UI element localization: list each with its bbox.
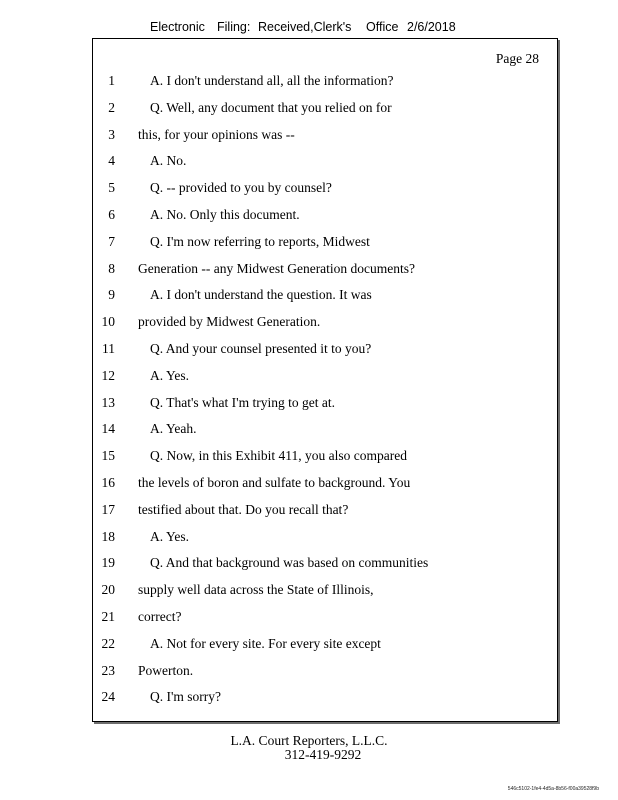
line-text: Q. Well, any document that you relied on for [150,99,392,115]
stamp-word-filing: Filing: [217,20,251,34]
transcript-line [93,314,557,334]
line-text: Q. Now, in this Exhibit 411, you also compared [150,448,407,464]
transcript-line [93,475,557,495]
transcript-line [93,502,557,522]
line-number: 15 [101,448,115,464]
transcript-line [93,127,557,147]
transcript-line [93,689,557,709]
transcript-page [92,38,558,722]
transcript-line [93,663,557,683]
transcript-line [93,529,557,549]
transcript-line [93,73,557,93]
footer-phone: 312-419-9292 [284,747,362,762]
line-text: Q. And your counsel presented it to you? [150,341,372,356]
line-number: 3 [108,126,115,142]
line-text: Q. That's what I'm trying to get at. [150,394,335,410]
line-number: 11 [102,341,115,356]
transcript-line [93,341,557,361]
line-text: Q. I'm sorry? [150,689,222,705]
line-number: 6 [108,207,115,222]
line-text: A. Yes. [150,528,190,544]
line-number: 23 [101,662,115,678]
line-text: A. Not for every site. For every site except [150,635,381,651]
stamp-word-electronic: Electronic [150,20,205,34]
page-number: Page 28 [495,51,539,66]
stamp-word-office: Office [366,20,399,34]
electronic-filing-stamp [0,20,618,38]
line-number: 20 [101,582,115,598]
transcript-line [93,609,557,629]
line-number: 14 [101,421,115,437]
line-text: Q. I'm now referring to reports, Midwest [150,233,370,249]
footer-company: L.A. Court Reporters, L.L.C. [230,733,388,748]
line-text: A. I don't understand the question. It was [150,287,372,303]
line-text: the levels of boron and sulfate to background. You [138,475,411,490]
line-number: 4 [108,153,115,169]
line-number: 24 [101,689,115,705]
line-number: 12 [101,367,115,383]
transcript-line [93,582,557,602]
transcript-line [93,448,557,468]
transcript-line [93,395,557,415]
line-text: correct? [138,609,182,624]
line-number: 19 [101,555,115,571]
line-text: Powerton. [138,662,194,678]
line-text: provided by Midwest Generation. [138,314,321,330]
line-number: 16 [101,475,115,490]
transcript-line [93,287,557,307]
transcript-line [93,207,557,227]
line-text: A. No. Only this document. [150,207,300,222]
line-text: A. I don't understand all, all the information? [150,73,394,88]
line-text: A. Yes. [150,367,190,383]
line-text: Q. And that background was based on communities [150,555,429,571]
transcript-line [93,421,557,441]
line-number: 10 [101,314,115,330]
line-number: 18 [101,528,115,544]
line-number: 8 [108,260,115,276]
transcript-line [93,153,557,173]
line-number: 9 [108,287,115,303]
line-number: 13 [101,394,115,410]
stamp-word-received: Received,Clerk's [258,20,352,34]
line-text: A. Yeah. [150,421,197,437]
transcript-line [93,555,557,575]
line-number: 1 [108,73,115,88]
line-number: 21 [101,609,115,624]
line-text: A. No. [150,153,187,169]
transcript-line [93,368,557,388]
document-hash: 546c5102-1fe4-4d5a-8b56-f00a39528f9b [507,786,599,792]
transcript-line [93,261,557,281]
line-text: testified about that. Do you recall that? [138,501,349,517]
line-text: supply well data across the State of Illinois, [138,582,374,598]
line-number: 22 [101,635,115,651]
transcript-line [93,180,557,200]
transcript-line [93,234,557,254]
line-text: Q. -- provided to you by counsel? [150,180,332,196]
line-text: this, for your opinions was -- [138,126,295,142]
transcript-line [93,636,557,656]
line-number: 2 [108,99,115,115]
line-text: Generation -- any Midwest Generation documents? [138,260,416,276]
stamp-date: 2/6/2018 [407,20,456,34]
line-number: 17 [101,501,115,517]
transcript-line [93,100,557,120]
line-number: 7 [108,233,115,249]
line-number: 5 [108,180,115,196]
